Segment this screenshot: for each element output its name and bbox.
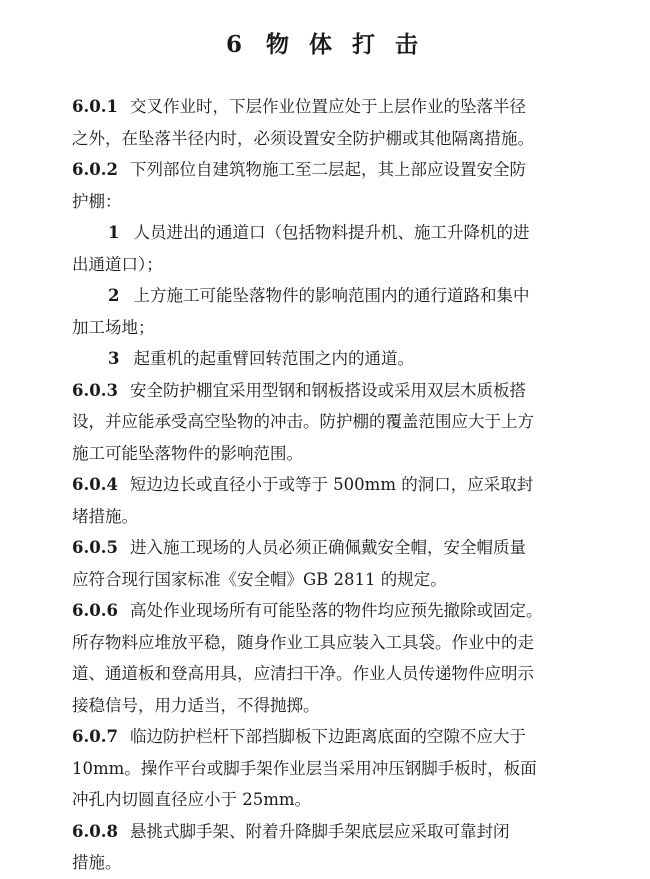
list-item-line [72, 343, 592, 375]
list-item-line [72, 217, 592, 249]
document-body [72, 91, 592, 879]
line-text: 起重机的起重臂回转范围之内的通道。 [133, 349, 414, 368]
chapter-title-text: 物 体 打 击 [266, 31, 425, 58]
continuation-line [72, 690, 592, 722]
clause-number: 6.0.1 [72, 97, 118, 116]
line-text: 道、通道板和登高用具，应清扫干净。作业人员传递物件应明示 [72, 664, 534, 683]
line-text: 设，并应能承受高空坠物的冲击。防护棚的覆盖范围应大于上方 [72, 412, 534, 431]
line-text: 10mm。操作平台或脚手架作业层当采用冲压钢脚手板时，板面 [72, 758, 537, 778]
line-text: 安全防护棚宜采用型钢和钢板搭设或采用双层木质板搭 [129, 380, 526, 400]
clause-line [72, 91, 592, 123]
clause-number: 6.0.3 [72, 380, 118, 400]
continuation-line [72, 658, 592, 690]
continuation-line [72, 501, 592, 533]
clause-number: 6.0.4 [72, 475, 118, 494]
continuation-line [72, 564, 592, 596]
line-text: 出通道口）； [72, 254, 163, 274]
line-text: 人员进出的通道口（包括物料提升机、施工升降机的进 [133, 223, 530, 242]
line-text: 应符合现行国家标准《安全帽》GB 2811 的规定。 [72, 569, 447, 589]
line-text: 之外，在坠落半径内时，必须设置安全防护棚或其他隔离措施。 [72, 128, 534, 148]
line-text: 堵措施。 [72, 506, 138, 526]
item-number: 2 [108, 286, 120, 305]
clause-line [72, 154, 592, 186]
continuation-line [72, 123, 592, 155]
continuation-line [72, 186, 592, 218]
continuation-line [72, 784, 592, 816]
line-text: 接稳信号，用力适当，不得抛掷。 [72, 695, 320, 715]
continuation-line [72, 847, 592, 879]
clause-number: 6.0.7 [72, 727, 118, 746]
chapter-number: 6 [225, 31, 242, 58]
clause-number: 6.0.6 [72, 601, 118, 620]
clause-line [72, 816, 592, 848]
line-text: 短边边长或直径小于或等于 500mm 的洞口，应采取封 [129, 475, 534, 494]
line-text: 加工场地； [72, 317, 155, 337]
line-text: 上方施工可能坠落物件的影响范围内的通行道路和集中 [133, 286, 530, 305]
line-text: 下列部位自建筑物施工至二层起，其上部应设置安全防 [129, 160, 526, 179]
clause-line [72, 532, 592, 564]
item-number: 3 [108, 349, 120, 368]
line-text: 施工可能坠落物件的影响范围。 [72, 443, 303, 463]
continuation-line [72, 406, 592, 438]
clause-number: 6.0.8 [72, 821, 118, 841]
continuation-line [72, 627, 592, 659]
clause-line [72, 375, 592, 407]
line-text: 护棚： [72, 191, 122, 211]
clause-line [72, 721, 592, 753]
line-text: 冲孔内切圆直径应小于 25mm。 [72, 790, 312, 809]
line-text: 进入施工现场的人员必须正确佩戴安全帽，安全帽质量 [129, 538, 526, 557]
clause-line [72, 595, 592, 627]
list-item-line [72, 280, 592, 312]
continuation-line [72, 438, 592, 470]
item-number: 1 [108, 223, 120, 242]
continuation-line [72, 753, 592, 785]
line-text: 交叉作业时，下层作业位置应处于上层作业的坠落半径 [129, 97, 526, 116]
line-text: 悬挑式脚手架、附着升降脚手架底层应采取可靠封闭 [129, 821, 510, 841]
clause-number: 6.0.5 [72, 538, 118, 557]
chapter-title [0, 26, 650, 59]
line-text: 临边防护栏杆下部挡脚板下边距离底面的空隙不应大于 [129, 727, 526, 746]
line-text: 所存物料应堆放平稳，随身作业工具应装入工具袋。作业中的走 [72, 632, 534, 652]
continuation-line [72, 249, 592, 281]
line-text: 高处作业现场所有可能坠落的物件均应预先撤除或固定。 [129, 601, 543, 620]
continuation-line [72, 312, 592, 344]
clause-line [72, 469, 592, 501]
clause-number: 6.0.2 [72, 160, 118, 179]
line-text: 措施。 [72, 853, 122, 872]
